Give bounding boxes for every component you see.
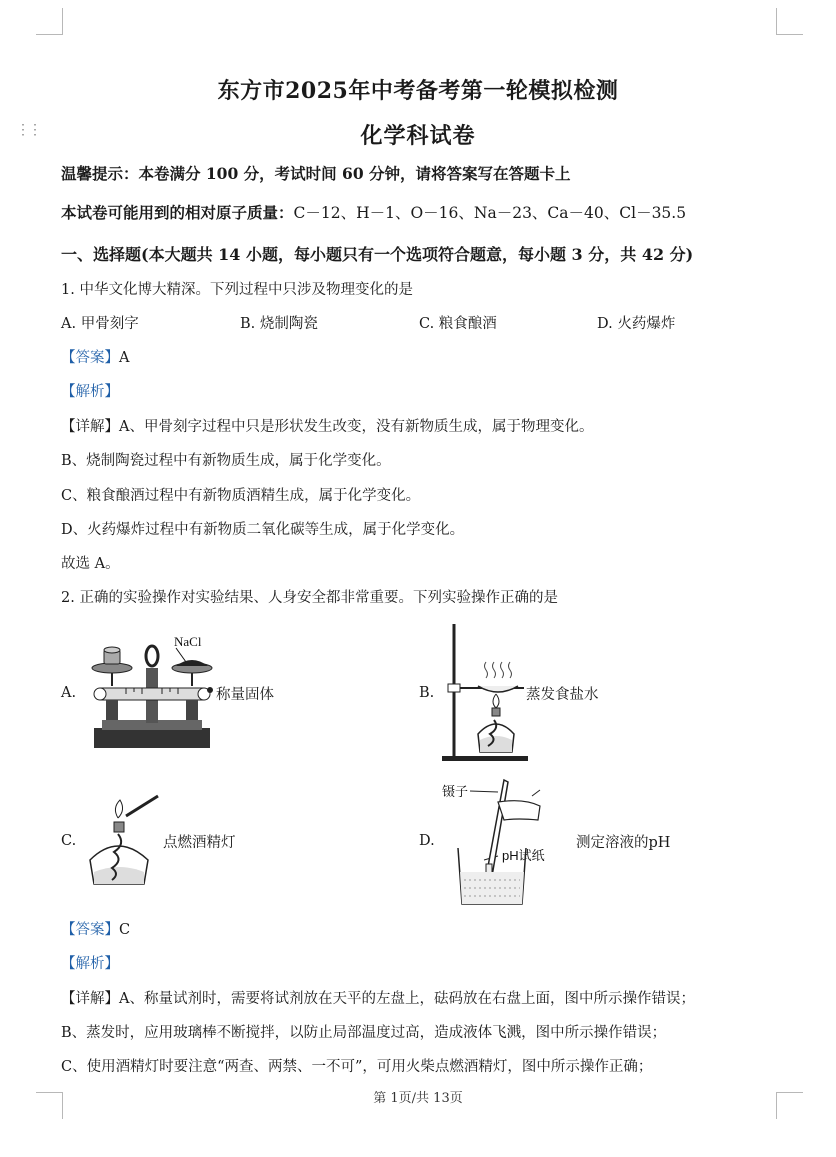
exam-subtitle: 化学科试卷 [360,123,476,149]
atomic-mass-values: C－12、H－1、O－16、Na－23、Ca－40、Cl－35.5 [293,204,687,222]
ph-paper-label: pH试纸 [502,848,545,863]
detail-tag: 【详解】 [61,419,119,435]
section-header: 一、选择题(本大题共 14 小题，每小题只有一个选项符合题意，每小题 3 分，共 42 分) [61,245,694,264]
detail-text: A、称量试剂时，需要将试剂放在天平的左盘上，砝码放在右盘上面，图中所示操作错误； [119,991,695,1007]
q1-line-d: D、火药爆炸过程中有新物质二氧化碳等生成，属于化学变化。 [61,522,465,538]
balance-scale-figure [86,628,216,752]
answer-tag: 【答案】 [61,922,119,938]
q2-option-d-letter: D. [419,833,435,849]
q2-analysis-tag: 【解析】 [61,956,119,972]
tweezers-label: 镊子 [442,784,469,799]
atomic-mass-label: 本试卷可能用到的相对原子质量： [61,203,294,222]
q1-stem: 1. 中华文化博大精深。下列过程中只涉及物理变化的是 [61,282,413,298]
q1-option-b: B. 烧制陶瓷 [240,316,318,332]
q2-stem: 2. 正确的实验操作对实验结果、人身安全都非常重要。下列实验操作正确的是 [61,590,558,606]
q1-conclusion: 故选 A。 [61,556,120,572]
detail-text: A、甲骨刻字过程中只是形状发生改变，没有新物质生成，属于物理变化。 [119,419,594,435]
exam-title: 东方市2025年中考备考第一轮模拟检测 [217,78,619,104]
q2-line-c: C、使用酒精灯时要注意“两查、两禁、一不可”，可用火柴点燃酒精灯，图中所示操作正确； [61,1059,653,1075]
alcohol-lamp-figure [84,794,164,890]
q2-line-b: B、蒸发时，应用玻璃棒不断搅拌，以防止局部温度过高，造成液体飞溅，图中所示操作错误； [61,1025,667,1041]
q1-analysis-tag: 【解析】 [61,384,119,400]
q1-answer [61,346,129,367]
ph-test-figure [440,776,570,908]
drag-handle-icon[interactable]: ⋮⋮ [16,122,40,138]
answer-tag: 【答案】 [61,350,119,366]
nacl-label: NaCl [174,634,202,649]
evaporation-figure [438,622,530,762]
q2-option-a-caption: 称量固体 [216,687,274,703]
answer-value: A [119,350,130,366]
q2-option-a-letter: A. [61,685,77,701]
q1-line-c: C、粮食酿酒过程中有新物质酒精生成，属于化学变化。 [61,488,421,504]
q1-option-a: A. 甲骨刻字 [61,316,139,332]
q1-option-c: C. 粮食酿酒 [419,316,497,332]
q2-answer [61,918,130,939]
atomic-mass-line [61,201,686,223]
q2-option-b-letter: B. [419,685,435,701]
answer-value: C [119,922,131,938]
q2-option-d-caption: 测定溶液的pH [576,835,671,851]
q1-line-b: B、烧制陶瓷过程中有新物质生成，属于化学变化。 [61,453,391,469]
q2-option-c-caption: 点燃酒精灯 [163,835,236,851]
q1-detail-line [61,415,593,436]
q2-option-b-caption: 蒸发食盐水 [526,687,599,703]
q2-option-c-letter: C. [61,833,77,849]
corner-mark-top-left [36,8,63,35]
notice: 温馨提示：本卷满分 100 分，考试时间 60 分钟，请将答案写在答题卡上 [61,164,571,183]
corner-mark-top-right [776,8,803,35]
detail-tag: 【详解】 [61,991,119,1007]
q2-detail-line [61,987,695,1008]
page-footer: 第 1页/共 13页 [373,1091,463,1106]
q1-option-d: D. 火药爆炸 [597,316,676,332]
